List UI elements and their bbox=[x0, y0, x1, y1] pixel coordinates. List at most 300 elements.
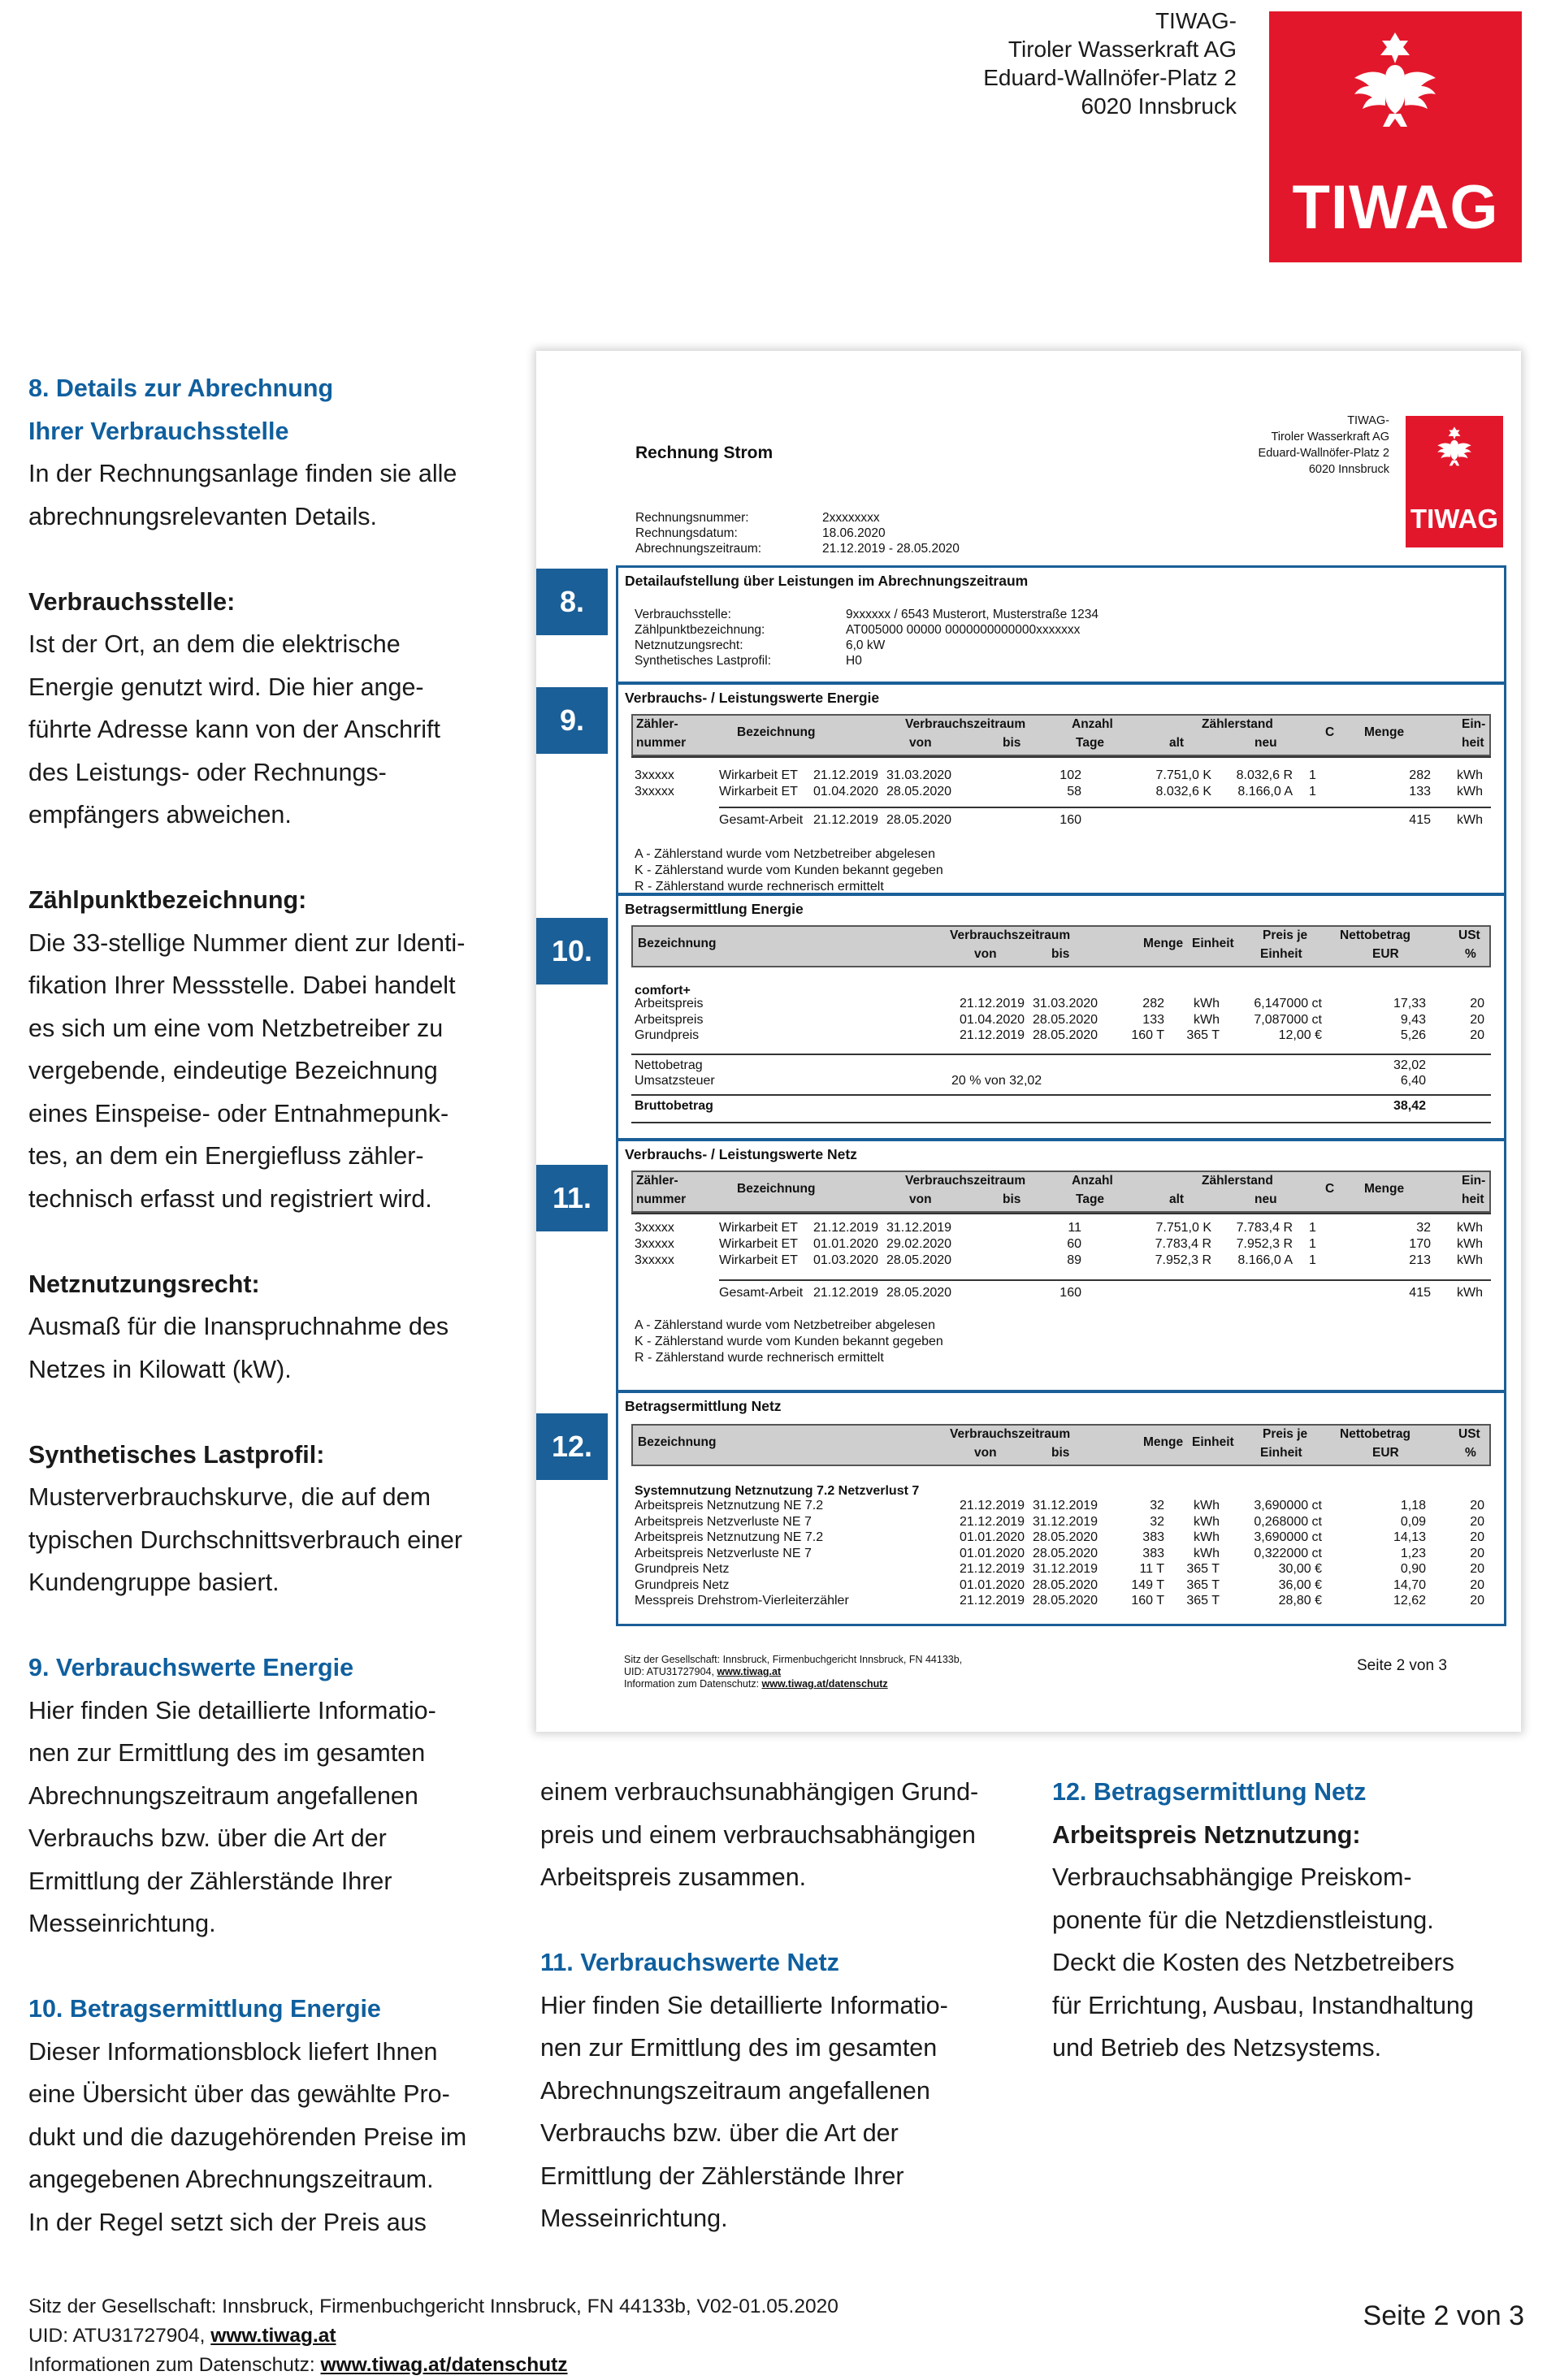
tiwag-logo bbox=[1269, 11, 1522, 262]
text-line: Die 33-stellige Nummer dient zur Identi- bbox=[28, 928, 466, 957]
unit-price: 0,322000 ct bbox=[1254, 1546, 1322, 1560]
product-name: Systemnutzung Netznutzung 7.2 Netzverlust 7 bbox=[635, 1484, 920, 1498]
period-to: 28.05.2020 bbox=[1033, 1012, 1098, 1027]
net-label: Nettobetrag bbox=[635, 1058, 703, 1072]
quantity: 160 T bbox=[1131, 1594, 1164, 1608]
invoice-title: Rechnung Strom bbox=[635, 444, 774, 462]
footer-line: Sitz der Gesellschaft: Innsbruck, Firmenbuchgericht Innsbruck, FN 44133b, bbox=[624, 1654, 963, 1665]
text-line: nen zur Ermittlung des im gesamten bbox=[540, 2034, 938, 2062]
invoice-preview bbox=[536, 351, 1521, 1732]
col-header: heit bbox=[1462, 736, 1484, 750]
term-title: Verbrauchsstelle: bbox=[28, 587, 236, 616]
section-title: 9. Verbrauchswerte Energie bbox=[28, 1654, 354, 1681]
tax-rate: 20 bbox=[1470, 1562, 1484, 1576]
days: 60 bbox=[1067, 1237, 1081, 1251]
col-header: neu bbox=[1254, 736, 1277, 750]
price-label: Grundpreis Netz bbox=[635, 1562, 730, 1576]
period-to: 31.12.2019 bbox=[1033, 1514, 1098, 1529]
col-header: USt bbox=[1458, 928, 1480, 942]
footer-text: UID: ATU31727904, bbox=[28, 2325, 211, 2347]
col-header: Preis je bbox=[1263, 928, 1308, 942]
unit: kWh bbox=[1194, 1499, 1220, 1512]
section-number-8: 8. bbox=[536, 569, 608, 635]
gross-amount: 38,42 bbox=[1393, 1099, 1426, 1113]
days: 11 bbox=[1068, 1221, 1081, 1235]
detail-label: Synthetisches Lastprofil: bbox=[635, 654, 772, 668]
net-amount: 0,90 bbox=[1400, 1562, 1426, 1576]
text-line: technisch erfasst und registriert wird. bbox=[28, 1184, 432, 1213]
net-amount: 9,43 bbox=[1400, 1012, 1426, 1027]
col-header: nummer bbox=[636, 736, 687, 750]
col-header: Menge bbox=[1364, 725, 1405, 739]
company-address bbox=[812, 6, 1237, 120]
footer-text: UID: ATU31727904, bbox=[624, 1666, 717, 1677]
unit: kWh bbox=[1457, 768, 1483, 782]
text-line: Dieser Informationsblock liefert Ihnen bbox=[28, 2037, 438, 2066]
tax-label: Umsatzsteuer bbox=[635, 1074, 715, 1088]
col-header: Ein- bbox=[1462, 717, 1486, 731]
quantity: 170 bbox=[1409, 1237, 1431, 1251]
unit: kWh bbox=[1194, 997, 1220, 1010]
meta-label: Abrechnungszeitraum: bbox=[635, 542, 762, 556]
meter-number: 3xxxxx bbox=[635, 768, 674, 782]
reading-new: 7.952,3 R bbox=[1236, 1237, 1293, 1251]
period-from: 21.12.2019 bbox=[960, 1562, 1025, 1576]
table-header bbox=[631, 1171, 1491, 1213]
col-header: Zählerstand bbox=[1202, 1174, 1273, 1188]
section-heading: Verbrauchs- / Leistungswerte Energie bbox=[625, 690, 880, 706]
net-amount: 17,33 bbox=[1393, 997, 1426, 1010]
col-header: Bezeichnung bbox=[737, 1182, 816, 1196]
tax-amount: 6,40 bbox=[1400, 1074, 1426, 1088]
period-from: 21.12.2019 bbox=[813, 768, 879, 782]
quantity: 415 bbox=[1409, 1286, 1431, 1300]
tax-rate: 20 bbox=[1470, 1514, 1484, 1529]
col-header: alt bbox=[1169, 1192, 1185, 1206]
table-header bbox=[631, 1424, 1491, 1466]
tax-rate: 20 bbox=[1470, 997, 1484, 1010]
text-line: Verbrauchsabhängige Preiskom- bbox=[1052, 1863, 1412, 1891]
period-from: 01.01.2020 bbox=[960, 1577, 1025, 1592]
tax-rate: 20 bbox=[1470, 1594, 1484, 1608]
invoice-section-11 bbox=[616, 1139, 1506, 1392]
table-rule bbox=[631, 1094, 1491, 1096]
quantity: 11 T bbox=[1139, 1562, 1164, 1576]
website-link[interactable]: www.tiwag.at bbox=[717, 1666, 782, 1677]
text-line: Verbrauchs bzw. über die Art der bbox=[28, 1824, 387, 1852]
section-heading: Betragsermittlung Netz bbox=[625, 1398, 782, 1414]
unit: 365 T bbox=[1186, 1594, 1220, 1608]
detail-value: 6,0 kW bbox=[846, 638, 886, 652]
col-header: bis bbox=[1003, 736, 1021, 750]
meter-label: Wirkarbeit ET bbox=[719, 1237, 798, 1251]
col-header: Bezeichnung bbox=[737, 725, 816, 739]
price-label: Arbeitspreis Netzverluste NE 7 bbox=[635, 1546, 812, 1560]
period-to: 28.05.2020 bbox=[886, 813, 952, 827]
days: 160 bbox=[1060, 1286, 1081, 1300]
address-line: Tiroler Wasserkraft AG bbox=[1271, 431, 1389, 444]
period-to: 28.05.2020 bbox=[1033, 1530, 1098, 1544]
period-from: 01.01.2020 bbox=[960, 1530, 1025, 1544]
text-line: Hier finden Sie detaillierte Informatio- bbox=[28, 1696, 436, 1724]
meter-label: Wirkarbeit ET bbox=[719, 1253, 798, 1267]
period-to: 28.05.2020 bbox=[1033, 1028, 1098, 1042]
address-line: TIWAG- bbox=[1347, 414, 1389, 427]
text-line: Kundengruppe basiert. bbox=[28, 1569, 280, 1596]
address-line: 6020 Innsbruck bbox=[1308, 463, 1389, 476]
meter-label: Wirkarbeit ET bbox=[719, 768, 798, 782]
quantity: 32 bbox=[1150, 1514, 1164, 1529]
col-header: USt bbox=[1458, 1427, 1480, 1441]
address-line: Tiroler Wasserkraft AG bbox=[1008, 37, 1237, 62]
legend-note: R - Zählerstand wurde rechnerisch ermittelt bbox=[635, 1351, 884, 1365]
section-heading: Verbrauchs- / Leistungswerte Netz bbox=[625, 1146, 857, 1162]
text-line: Ermittlung der Zählerstände Ihrer bbox=[28, 1867, 392, 1895]
c-value: 1 bbox=[1309, 785, 1316, 798]
c-value: 1 bbox=[1309, 1237, 1316, 1251]
address-line: Eduard-Wallnöfer-Platz 2 bbox=[983, 65, 1237, 90]
reading-old: 7.783,4 R bbox=[1155, 1237, 1211, 1251]
quantity: 383 bbox=[1142, 1530, 1164, 1544]
text-line: des Leistungs- oder Rechnungs- bbox=[28, 758, 387, 786]
tax-rate: 20 bbox=[1470, 1546, 1484, 1560]
col-header: Anzahl bbox=[1072, 717, 1113, 731]
term-title: Synthetisches Lastprofil: bbox=[28, 1440, 325, 1469]
period-from: 01.01.2020 bbox=[960, 1546, 1025, 1560]
page-footer bbox=[28, 2292, 838, 2380]
text-line: fikation Ihrer Messstelle. Dabei handelt bbox=[28, 971, 456, 999]
unit: kWh bbox=[1457, 1237, 1483, 1251]
col-header: von bbox=[974, 947, 997, 961]
section-number-10: 10. bbox=[536, 918, 608, 984]
period-to: 28.05.2020 bbox=[1033, 1546, 1098, 1560]
detail-label: Netznutzungsrecht: bbox=[635, 638, 743, 652]
period-to: 31.03.2020 bbox=[1033, 997, 1098, 1010]
term-title: Zählpunktbezeichnung: bbox=[28, 886, 307, 914]
legend-note: K - Zählerstand wurde vom Kunden bekannt gegeben bbox=[635, 863, 943, 877]
table-rule bbox=[631, 1054, 1491, 1055]
quantity: 160 T bbox=[1131, 1028, 1164, 1042]
text-line: eine Übersicht über das gewählte Pro- bbox=[28, 2080, 450, 2108]
text-line: vergebende, eindeutige Bezeichnung bbox=[28, 1057, 438, 1084]
quantity: 415 bbox=[1409, 813, 1431, 827]
section-title: Ihrer Verbrauchsstelle bbox=[28, 417, 289, 445]
invoice-section-9 bbox=[616, 682, 1506, 895]
tax-calc: 20 % von 32,02 bbox=[951, 1074, 1042, 1088]
price-label: Messpreis Drehstrom-Vierleiterzähler bbox=[635, 1594, 849, 1608]
unit: kWh bbox=[1194, 1546, 1220, 1560]
col-header: bis bbox=[1003, 1192, 1021, 1206]
table-rule bbox=[631, 1122, 1491, 1123]
unit: kWh bbox=[1457, 1253, 1483, 1267]
text-line: dukt und die dazugehörenden Preise im bbox=[28, 2123, 467, 2151]
col-header: Einheit bbox=[1260, 947, 1302, 961]
col-header: Nettobetrag bbox=[1340, 1427, 1410, 1441]
c-value: 1 bbox=[1309, 768, 1316, 782]
section-title: 10. Betragsermittlung Energie bbox=[28, 1995, 381, 2023]
eagle-crest-icon bbox=[1436, 424, 1473, 470]
c-value: 1 bbox=[1309, 1221, 1316, 1235]
unit-price: 0,268000 ct bbox=[1254, 1514, 1322, 1529]
table-header bbox=[631, 925, 1491, 967]
period-to: 29.02.2020 bbox=[886, 1237, 952, 1251]
total-rule bbox=[719, 1279, 1491, 1281]
footer-text: Informationen zum Datenschutz: bbox=[28, 2354, 321, 2376]
meter-label: Wirkarbeit ET bbox=[719, 785, 798, 798]
col-header: Einheit bbox=[1260, 1446, 1302, 1460]
meter-number: 3xxxxx bbox=[635, 785, 674, 798]
price-label: Arbeitspreis bbox=[635, 997, 704, 1010]
section-number-12: 12. bbox=[536, 1413, 608, 1480]
invoice-page-number: Seite 2 von 3 bbox=[1357, 1657, 1447, 1674]
reading-old: 7.751,0 K bbox=[1155, 1221, 1211, 1235]
reading-old: 7.952,3 R bbox=[1155, 1253, 1211, 1267]
invoice-section-8 bbox=[616, 565, 1506, 684]
detail-label: Verbrauchsstelle: bbox=[635, 608, 731, 621]
middle-column bbox=[540, 1771, 1028, 2240]
text-line: Ist der Ort, an dem die elektrische bbox=[28, 630, 401, 658]
footer-text: Information zum Datenschutz: bbox=[624, 1678, 762, 1690]
meta-label: Rechnungsdatum: bbox=[635, 526, 738, 540]
meta-label: Rechnungsnummer: bbox=[635, 511, 749, 525]
total-label: Gesamt-Arbeit bbox=[719, 813, 804, 827]
col-header: C bbox=[1325, 725, 1335, 739]
text-line: Abrechnungszeitraum angefallenen bbox=[28, 1781, 418, 1810]
col-header: Einheit bbox=[1192, 937, 1234, 950]
price-label: Grundpreis bbox=[635, 1028, 700, 1042]
invoice-footer bbox=[624, 1654, 962, 1690]
address-line: TIWAG- bbox=[1155, 8, 1237, 33]
detail-rows bbox=[635, 607, 1098, 669]
unit: 365 T bbox=[1186, 1562, 1220, 1576]
privacy-link[interactable]: www.tiwag.at/datenschutz bbox=[320, 2354, 568, 2376]
unit-price: 3,690000 ct bbox=[1254, 1499, 1322, 1512]
text-line: Hier finden Sie detaillierte Informatio- bbox=[540, 1991, 948, 2019]
text-line: tes, an dem ein Energiefluss zähler- bbox=[28, 1142, 424, 1170]
col-header: Menge bbox=[1143, 937, 1184, 950]
col-header: C bbox=[1325, 1182, 1335, 1196]
privacy-link[interactable]: www.tiwag.at/datenschutz bbox=[761, 1678, 888, 1690]
period-from: 21.12.2019 bbox=[960, 1499, 1025, 1512]
text-line: ponente für die Netzdienstleistung. bbox=[1052, 1906, 1434, 1934]
meta-value: 2xxxxxxxx bbox=[822, 511, 880, 525]
net-amount: 1,23 bbox=[1400, 1546, 1426, 1560]
text-line: In der Regel setzt sich der Preis aus bbox=[28, 2208, 427, 2236]
meta-value: 18.06.2020 bbox=[822, 526, 886, 540]
col-header: Einheit bbox=[1192, 1435, 1234, 1449]
period-from: 21.12.2019 bbox=[960, 1028, 1025, 1042]
price-label: Arbeitspreis Netzverluste NE 7 bbox=[635, 1514, 812, 1529]
quantity: 32 bbox=[1416, 1221, 1431, 1235]
period-to: 31.12.2019 bbox=[886, 1221, 952, 1235]
period-to: 28.05.2020 bbox=[886, 785, 952, 798]
period-from: 21.12.2019 bbox=[960, 997, 1025, 1010]
col-header: alt bbox=[1169, 736, 1185, 750]
table-rule bbox=[631, 756, 1491, 758]
eagle-crest-icon bbox=[1350, 26, 1440, 136]
meter-number: 3xxxxx bbox=[635, 1237, 674, 1251]
text-line: und Betrieb des Netzsystems. bbox=[1052, 2034, 1382, 2062]
col-header: Menge bbox=[1143, 1435, 1184, 1449]
unit-price: 3,690000 ct bbox=[1254, 1530, 1322, 1544]
text-line: Abrechnungszeitraum angefallenen bbox=[540, 2076, 930, 2105]
text-line: eines Einspeise- oder Entnahmepunk- bbox=[28, 1099, 449, 1127]
unit: kWh bbox=[1457, 1286, 1483, 1300]
reading-new: 8.032,6 R bbox=[1236, 768, 1293, 782]
quantity: 133 bbox=[1409, 785, 1431, 798]
text-line: Ermittlung der Zählerstände Ihrer bbox=[540, 2161, 904, 2190]
period-to: 31.12.2019 bbox=[1033, 1499, 1098, 1512]
unit: kWh bbox=[1457, 813, 1483, 827]
right-column bbox=[1052, 1771, 1540, 2070]
reading-new: 7.783,4 R bbox=[1236, 1221, 1293, 1235]
text-line: Deckt die Kosten des Netzbetreibers bbox=[1052, 1949, 1455, 1976]
product-name: comfort+ bbox=[635, 984, 691, 997]
text-line: führte Adresse kann von der Anschrift bbox=[28, 716, 440, 743]
net-amount: 14,70 bbox=[1393, 1577, 1426, 1592]
col-header: Bezeichnung bbox=[638, 937, 717, 950]
quantity: 149 T bbox=[1131, 1577, 1164, 1592]
gross-label: Bruttobetrag bbox=[635, 1099, 713, 1113]
meter-label: Wirkarbeit ET bbox=[719, 1221, 798, 1235]
text-line: preis und einem verbrauchsabhängigen bbox=[540, 1820, 976, 1849]
unit: kWh bbox=[1457, 1221, 1483, 1235]
text-line: einem verbrauchsunabhängigen Grund- bbox=[540, 1778, 979, 1806]
period-from: 01.01.2020 bbox=[813, 1237, 879, 1251]
total-label: Gesamt-Arbeit bbox=[719, 1286, 804, 1300]
section-number-9: 9. bbox=[536, 687, 608, 754]
col-header: heit bbox=[1462, 1192, 1484, 1206]
period-from: 21.12.2019 bbox=[813, 1286, 879, 1300]
period-from: 01.04.2020 bbox=[813, 785, 879, 798]
col-header: von bbox=[974, 1446, 997, 1460]
col-header: Verbrauchszeitraum bbox=[950, 928, 1071, 942]
period-to: 28.05.2020 bbox=[1033, 1577, 1098, 1592]
invoice-address bbox=[1178, 413, 1389, 478]
col-header: von bbox=[909, 1192, 932, 1206]
reading-new: 8.166,0 A bbox=[1237, 1253, 1293, 1267]
tax-rate: 20 bbox=[1470, 1499, 1484, 1512]
invoice-meta bbox=[635, 510, 960, 556]
col-header: % bbox=[1465, 947, 1476, 961]
meter-number: 3xxxxx bbox=[635, 1253, 674, 1267]
net-amount: 1,18 bbox=[1400, 1499, 1426, 1512]
col-header: Tage bbox=[1076, 1192, 1105, 1206]
text-line: Ausmaß für die Inanspruchnahme des bbox=[28, 1313, 449, 1340]
days: 102 bbox=[1060, 768, 1081, 782]
meter-number: 3xxxxx bbox=[635, 1221, 674, 1235]
period-from: 21.12.2019 bbox=[813, 1221, 879, 1235]
period-to: 28.05.2020 bbox=[886, 1286, 952, 1300]
period-from: 01.03.2020 bbox=[813, 1253, 879, 1267]
total-rule bbox=[719, 807, 1491, 808]
days: 89 bbox=[1067, 1253, 1081, 1267]
col-header: Menge bbox=[1364, 1182, 1405, 1196]
table-rule bbox=[631, 1213, 1491, 1214]
unit: kWh bbox=[1194, 1012, 1220, 1027]
section-number-11: 11. bbox=[536, 1165, 608, 1231]
quantity: 213 bbox=[1409, 1253, 1431, 1267]
unit-price: 6,147000 ct bbox=[1254, 997, 1322, 1010]
quantity: 282 bbox=[1142, 997, 1164, 1010]
text-line: Messeinrichtung. bbox=[28, 1910, 216, 1937]
legend-note: R - Zählerstand wurde rechnerisch ermittelt bbox=[635, 880, 884, 894]
period-from: 21.12.2019 bbox=[960, 1594, 1025, 1608]
unit-price: 36,00 € bbox=[1278, 1577, 1322, 1592]
address-line: 6020 Innsbruck bbox=[1081, 93, 1237, 119]
quantity: 32 bbox=[1150, 1499, 1164, 1512]
tax-rate: 20 bbox=[1470, 1012, 1484, 1027]
section-heading: Betragsermittlung Energie bbox=[625, 901, 804, 917]
page-number: Seite 2 von 3 bbox=[1363, 2300, 1524, 2331]
col-header: nummer bbox=[636, 1192, 687, 1206]
col-header: EUR bbox=[1372, 947, 1399, 961]
unit: 365 T bbox=[1186, 1028, 1220, 1042]
detail-value: H0 bbox=[846, 654, 862, 668]
reading-new: 8.166,0 A bbox=[1237, 785, 1293, 798]
col-header: Zählerstand bbox=[1202, 717, 1273, 731]
section-title: 11. Verbrauchswerte Netz bbox=[540, 1949, 839, 1976]
tax-rate: 20 bbox=[1470, 1530, 1484, 1544]
quantity: 282 bbox=[1409, 768, 1431, 782]
period-to: 31.03.2020 bbox=[886, 768, 952, 782]
unit: 365 T bbox=[1186, 1577, 1220, 1592]
period-to: 28.05.2020 bbox=[1033, 1594, 1098, 1608]
price-label: Arbeitspreis Netznutzung NE 7.2 bbox=[635, 1499, 824, 1512]
period-from: 21.12.2019 bbox=[813, 813, 879, 827]
net-amount: 5,26 bbox=[1400, 1028, 1426, 1042]
col-header: Anzahl bbox=[1072, 1174, 1113, 1188]
unit-price: 12,00 € bbox=[1278, 1028, 1322, 1042]
col-header: Verbrauchszeitraum bbox=[950, 1427, 1071, 1441]
col-header: bis bbox=[1051, 1446, 1070, 1460]
legend-note: A - Zählerstand wurde vom Netzbetreiber abgelesen bbox=[635, 847, 935, 861]
col-header: % bbox=[1465, 1446, 1476, 1460]
col-header: neu bbox=[1254, 1192, 1277, 1206]
detail-label: Zählpunktbezeichnung: bbox=[635, 623, 765, 637]
logo-wordmark: TIWAG bbox=[1292, 173, 1499, 242]
tax-rate: 20 bbox=[1470, 1577, 1484, 1592]
invoice-section-10 bbox=[616, 894, 1506, 1140]
invoice-section-12 bbox=[616, 1391, 1506, 1626]
legend-note: A - Zählerstand wurde vom Netzbetreiber abgelesen bbox=[635, 1318, 935, 1332]
price-label: Arbeitspreis bbox=[635, 1012, 704, 1027]
col-header: Verbrauchszeitraum bbox=[905, 1174, 1026, 1188]
text-line: nen zur Ermittlung des im gesamten bbox=[28, 1739, 426, 1767]
text-line: Energie genutzt wird. Die hier ange- bbox=[28, 673, 424, 701]
reading-old: 8.032,6 K bbox=[1155, 785, 1211, 798]
price-label: Arbeitspreis Netznutzung NE 7.2 bbox=[635, 1530, 824, 1544]
col-header: Nettobetrag bbox=[1340, 928, 1410, 942]
unit: kWh bbox=[1194, 1514, 1220, 1529]
text-line: Netzes in Kilowatt (kW). bbox=[28, 1355, 292, 1383]
col-header: Ein- bbox=[1462, 1174, 1486, 1188]
tax-rate: 20 bbox=[1470, 1028, 1484, 1042]
text-line: typischen Durchschnittsverbrauch einer bbox=[28, 1525, 463, 1554]
unit-price: 7,087000 ct bbox=[1254, 1012, 1322, 1027]
col-header: Zähler- bbox=[636, 717, 678, 731]
quantity: 383 bbox=[1142, 1546, 1164, 1560]
col-header: von bbox=[909, 736, 932, 750]
c-value: 1 bbox=[1309, 1253, 1316, 1267]
website-link[interactable]: www.tiwag.at bbox=[210, 2325, 336, 2347]
period-from: 01.04.2020 bbox=[960, 1012, 1025, 1027]
left-column bbox=[28, 367, 516, 2244]
detail-value: AT005000 00000 0000000000000xxxxxxx bbox=[846, 623, 1081, 637]
period-to: 31.12.2019 bbox=[1033, 1562, 1098, 1576]
col-header: Zähler- bbox=[636, 1174, 678, 1188]
legend-note: K - Zählerstand wurde vom Kunden bekannt gegeben bbox=[635, 1335, 943, 1348]
